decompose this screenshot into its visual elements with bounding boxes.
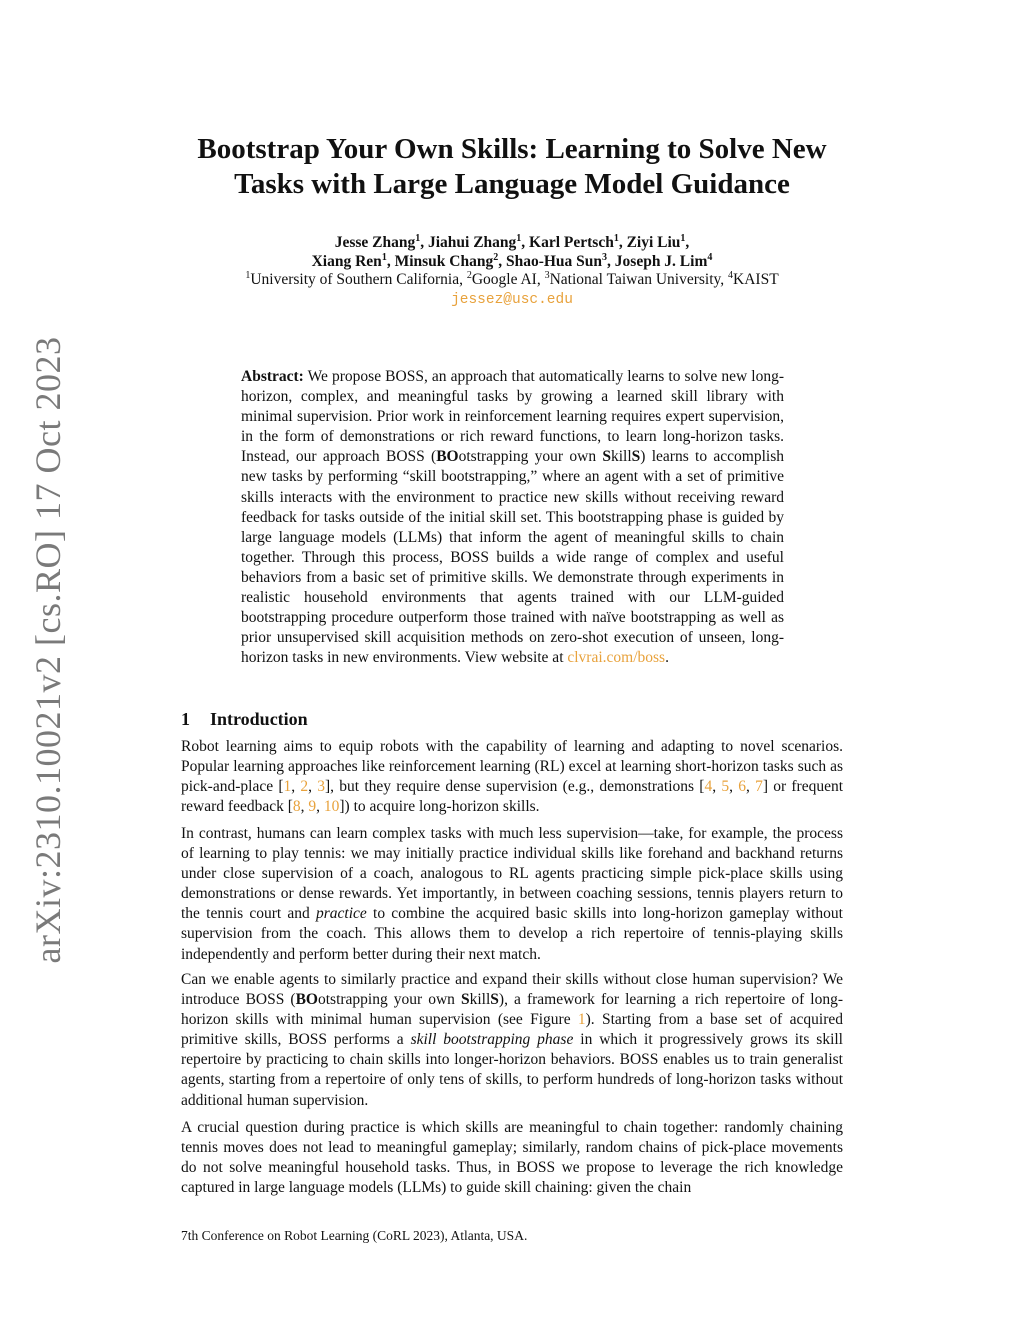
author-affil-mark: 1 (516, 233, 522, 244)
abstract-text: ) learns to accomplish new tasks by performing “skill bootstrapping,” where an agent with a set of primitive skills interacts with the environment to practice new skills without receiving reward feedback for tasks outside of the initial skill set. This bootstrapping phase is guided by large language models (LLMs) that inform the agent of meaningful skills to chain together. Through this process, BOSS builds a wide range of complex and useful behaviors from a basic set of primitive skills. We demonstrate through experiments in realistic household environments that agents trained with our LLM-guided bootstrapping procedure outperform those trained with naïve bootstrapping as well as prior unsupervised skill acquisition methods on zero-shot execution of unseen, long-horizon tasks in new environments. View website at (241, 448, 784, 667)
citation-link[interactable]: 4 (704, 778, 713, 796)
acronym-text: otstrapping your own (458, 448, 603, 466)
citation-link[interactable]: 8 (292, 798, 301, 816)
figure-link[interactable]: 1 (577, 1011, 586, 1029)
affil-sep: , (720, 271, 729, 288)
author-affil-mark: 1 (613, 233, 619, 244)
section-heading (181, 708, 308, 730)
author-affil-mark: 2 (493, 252, 499, 263)
affiliations (150, 270, 874, 289)
para-text: to combine the acquired basic skills into long-horizon gameplay without supervision from the coach. This allows them to develop a rich repertoire of tennis-playing skills independently and perform better during their next match. (181, 905, 843, 963)
author-sep: , (420, 234, 428, 251)
affil-mark: 1 (245, 270, 251, 281)
author-sep: , (498, 253, 506, 270)
paragraph-4: A crucial question during practice is which skills are meaningful to chain together: randomly chaining tennis moves does not lead to meaningful gameplay; similarly, random chains of pick-place movements do not solve meaningful household tasks. Thus, in BOSS we propose to leverage the rich knowledge captured in large language models (LLMs) to guide skill chaining: given the chain (181, 1119, 843, 1197)
section-number: 1 (181, 709, 190, 729)
acronym-text: kill (469, 991, 491, 1009)
website-link[interactable]: clvrai.com/boss (567, 649, 666, 667)
abstract-end: . (665, 649, 669, 667)
arxiv-identifier: arXiv:2310.10021v2 [cs.RO] 17 Oct 2023 (28, 336, 68, 964)
author-affil-mark: 1 (415, 233, 421, 244)
para-text: ). Starting from a base set of acquired primitive skills, BOSS performs a (181, 1011, 843, 1049)
author-name: Minsuk Chang (394, 253, 494, 270)
acronym-letters: BO (436, 448, 459, 466)
para-text: Robot learning aims to equip robots with the capability of learning and adapting to novel scenarios. Popular learning approaches like reinforcement learning (RL) excel at learning short-horizon tasks such as pick-and-place [ (181, 738, 843, 796)
affil-sep: , (459, 271, 467, 288)
author-affil-mark: 1 (680, 233, 686, 244)
para-text: ] or frequent reward feedback [ (181, 778, 844, 816)
author-name: Joseph J. Lim (614, 253, 708, 270)
affil-mark: 4 (728, 270, 734, 281)
citation-link[interactable]: 2 (300, 778, 309, 796)
acronym-letters: S (461, 991, 470, 1009)
author-name: Shao-Hua Sun (505, 253, 603, 270)
emphasis: practice (316, 905, 367, 923)
author-name: Ziyi Liu (626, 234, 681, 251)
para-text: ), a framework for learning a rich repertoire of long-horizon skills with minimal human supervision (see Figure (181, 991, 843, 1029)
affil-mark: 3 (544, 270, 550, 281)
citation-link[interactable]: 7 (755, 778, 763, 796)
author-sep: , (386, 253, 395, 270)
emphasis: skill bootstrapping phase (410, 1031, 574, 1049)
citation-link[interactable]: 5 (721, 778, 730, 796)
acronym-letters: S (602, 448, 611, 466)
affil-sep: , (536, 271, 545, 288)
affil-name: National Taiwan University (549, 271, 721, 288)
para-text: In contrast, humans can learn complex tasks with much less supervision—take, for example, the process of learning to play tennis: we may initially practice individual skills like forehand and backhand returns under close supervision of a coach, analogous to RL agents practicing simple pick-place skills using demonstrations or dense rewards. Yet importantly, in between coaching sessions, tennis players return to the tennis court and (181, 825, 843, 923)
paragraph-2 (181, 824, 843, 965)
citation-link[interactable]: 6 (738, 778, 746, 796)
abstract-label: Abstract: (241, 368, 304, 385)
author-sep: , (521, 234, 530, 251)
author-sep: , (607, 253, 615, 270)
para-text: Can we enable agents to similarly practice and expand their skills without close human supervision? We introduce BOSS ( (181, 971, 843, 1009)
author-name: Jiahui Zhang (427, 234, 517, 251)
acronym-letters: BO (295, 991, 318, 1009)
section-title: Introduction (210, 709, 308, 729)
paper-title (150, 132, 874, 202)
author-sep: , (685, 234, 690, 251)
title-line-2: Tasks with Large Language Model Guidance (234, 168, 790, 200)
affil-name: Google AI (471, 271, 537, 288)
author-affil-mark: 4 (707, 252, 713, 263)
acronym-letters: S (631, 448, 641, 466)
author-line-1 (150, 233, 874, 252)
title-line-1: Bootstrap Your Own Skills: Learning to Solve New (197, 133, 827, 165)
author-affil-mark: 1 (381, 252, 387, 263)
affil-name: KAIST (733, 271, 779, 288)
author-affil-mark: 3 (602, 252, 608, 263)
citation-link[interactable]: 10 (323, 798, 340, 816)
citation-link[interactable]: 3 (317, 778, 325, 796)
contact-email[interactable]: jessez@usc.edu (451, 292, 573, 308)
author-line-2 (150, 252, 874, 271)
abstract-text: We propose BOSS, an approach that automatically learns to solve new long-horizon, complex, and meaningful tasks by growing a learned skill library with minimal supervision. Prior work in reinforcement learning requires expert supervision, in the form of demonstrations or rich reward functions, to learn long-horizon tasks. Instead, our approach BOSS ( (241, 368, 784, 466)
para-text: ], but they require dense supervision (e.g., demonstrations [ (325, 778, 705, 796)
citation-link[interactable]: 1 (283, 778, 292, 796)
acronym-text: kill (610, 448, 632, 466)
author-sep: , (618, 234, 627, 251)
affil-mark: 2 (466, 270, 472, 281)
conference-footnote: 7th Conference on Robot Learning (CoRL 2023), Atlanta, USA. (181, 1228, 528, 1243)
author-list (150, 233, 874, 271)
abstract (241, 367, 784, 668)
acronym-letters: S (490, 991, 499, 1009)
paragraph-3 (181, 970, 843, 1111)
author-name: Xiang Ren (311, 253, 382, 270)
author-name: Karl Pertsch (529, 234, 614, 251)
citation-link[interactable]: 9 (308, 798, 317, 816)
paragraph-1: Robot learning aims to equip robots with the capability of learning and adapting to novel scenarios. Popular learning approaches like reinforcement learning (RL) excel at learning short-horizon tasks such as pick-and-place [1, 2, 3], but they require dense supervision (e.g., demonstrations [4, 5, 6, 7] or frequent reward feedback [8, 9, 10]) to acquire long-horizon skills. (181, 738, 844, 816)
affil-name: University of Southern California (250, 271, 460, 288)
para-text: in which it progressively grows its skill repertoire by practicing to chain skills into longer-horizon behaviors. BOSS enables us to train generalist agents, starting from a repertoire of only tens of skills, to perform hundreds of long-horizon tasks without additional human supervision. (181, 1031, 843, 1109)
author-name: Jesse Zhang (334, 234, 416, 251)
para-text: ]) to acquire long-horizon skills. (339, 798, 540, 816)
acronym-text: otstrapping your own (317, 991, 461, 1009)
